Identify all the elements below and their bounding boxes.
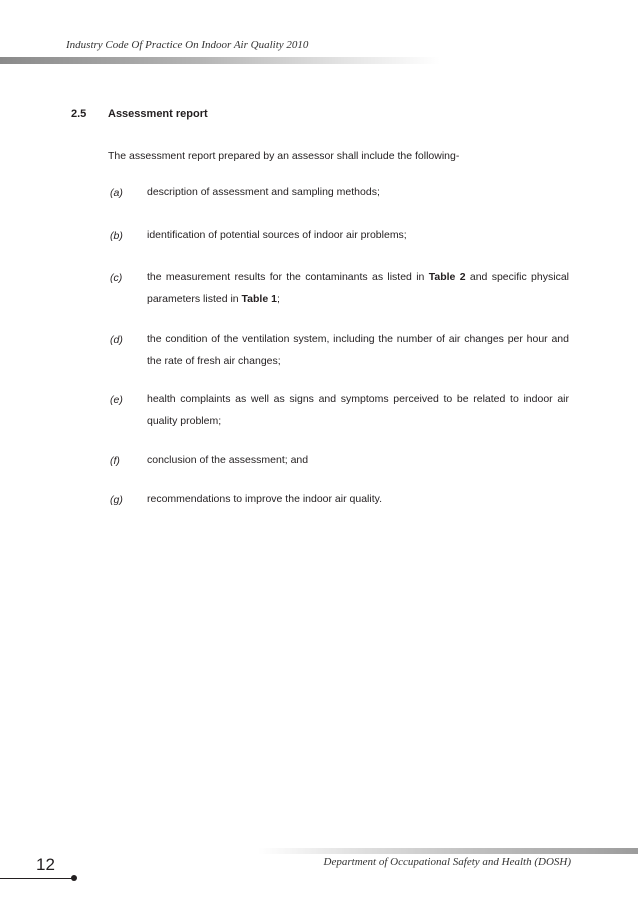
section-title: Assessment report bbox=[108, 108, 208, 120]
list-item-label: (a) bbox=[110, 187, 123, 199]
list-item-text: the condition of the ventilation system, including the number of air changes per hour and the rate of fresh air changes; bbox=[147, 333, 569, 367]
list-item-text-part: ; bbox=[276, 293, 280, 305]
table-reference: Table 2 bbox=[428, 271, 466, 283]
section-number: 2.5 bbox=[71, 108, 87, 120]
list-item-label: (f) bbox=[110, 455, 120, 467]
list-item-text: identification of potential sources of indoor air problems; bbox=[147, 229, 407, 241]
table-reference: Table 1 bbox=[241, 293, 277, 305]
list-item-label: (b) bbox=[110, 230, 123, 242]
list-item-text bbox=[147, 266, 569, 310]
list-item-text: recommendations to improve the indoor air quality. bbox=[147, 493, 383, 505]
section-intro: The assessment report prepared by an assessor shall include the following- bbox=[108, 150, 460, 162]
list-item-label: (e) bbox=[110, 394, 123, 406]
footer-gradient-bar bbox=[258, 848, 638, 854]
list-item-label: (g) bbox=[110, 494, 123, 506]
header-gradient-bar bbox=[0, 57, 440, 64]
list-item-text: description of assessment and sampling methods; bbox=[147, 186, 380, 198]
list-item-text: health complaints as well as signs and symptoms perceived to be related to indoor air quality problem; bbox=[147, 393, 569, 427]
list-item-text-part: the measurement results for the contaminants as listed in bbox=[147, 271, 429, 283]
running-header-title: Industry Code Of Practice On Indoor Air Quality 2010 bbox=[66, 39, 309, 51]
list-item-text: conclusion of the assessment; and bbox=[147, 454, 309, 466]
list-item-label: (d) bbox=[110, 334, 123, 346]
footer-dot bbox=[71, 875, 77, 881]
page-number: 12 bbox=[36, 855, 55, 874]
list-item-label: (c) bbox=[110, 272, 123, 284]
running-footer-title: Department of Occupational Safety and Health (DOSH) bbox=[323, 856, 571, 868]
footer-rule bbox=[0, 878, 73, 879]
list-item-text-part: and specific physical parameters listed in bbox=[147, 271, 569, 305]
